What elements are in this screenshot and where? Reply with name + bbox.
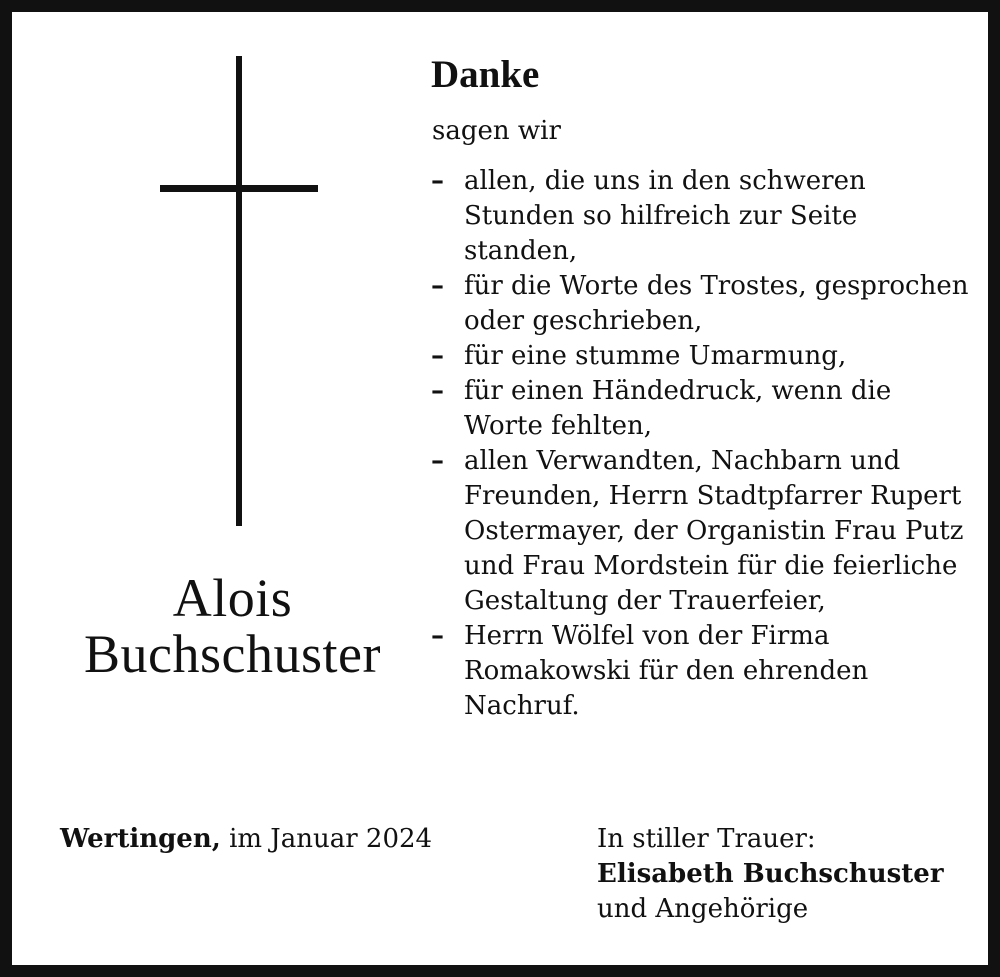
cross-vertical-bar [236, 56, 242, 526]
list-item-text: allen Verwandten, Nachbarn und Freunden, Herrn Stadtpfarrer Rupert Ostermayer, der Organistin Frau Putz und Frau Mordstein für die feierliche Gestaltung der Trauerfeier, [464, 446, 964, 616]
thanks-heading: Danke [431, 53, 540, 96]
thanks-intro: sagen wir [432, 116, 561, 146]
deceased-last-name: Buchschuster [84, 624, 381, 684]
dash-bullet: – [431, 341, 444, 371]
list-item [431, 619, 971, 724]
thanks-list [431, 164, 971, 724]
list-item [431, 164, 971, 269]
signature-block [597, 822, 944, 927]
list-item-text: allen, die uns in den schweren Stunden so hilfreich zur Seite standen, [464, 166, 866, 266]
deceased-name [30, 570, 435, 682]
list-item-text: Herrn Wölfel von der Firma Romakowski für den ehrenden Nachruf. [464, 621, 869, 721]
list-item [431, 269, 971, 339]
dash-bullet: – [431, 376, 444, 406]
dash-bullet: – [431, 166, 444, 196]
place-name: Wertingen, [60, 824, 221, 854]
mourning-label: In stiller Trauer: [597, 824, 816, 854]
deceased-first-name: Alois [172, 568, 293, 628]
dash-bullet: – [431, 446, 444, 476]
list-item-text: für einen Händedruck, wenn die Worte fehlten, [464, 376, 892, 441]
relatives-text: und Angehörige [597, 894, 809, 924]
cross-horizontal-bar [160, 185, 318, 192]
signatory-name: Elisabeth Buchschuster [597, 859, 944, 889]
list-item-text: für die Worte des Trostes, gesprochen oder geschrieben, [464, 271, 969, 336]
dash-bullet: – [431, 621, 444, 651]
list-item [431, 374, 971, 444]
dash-bullet: – [431, 271, 444, 301]
list-item [431, 339, 971, 374]
list-item-text: für eine stumme Umarmung, [464, 341, 847, 371]
list-item [431, 444, 971, 619]
place-and-date [60, 822, 432, 857]
date-text: im Januar 2024 [229, 824, 433, 854]
